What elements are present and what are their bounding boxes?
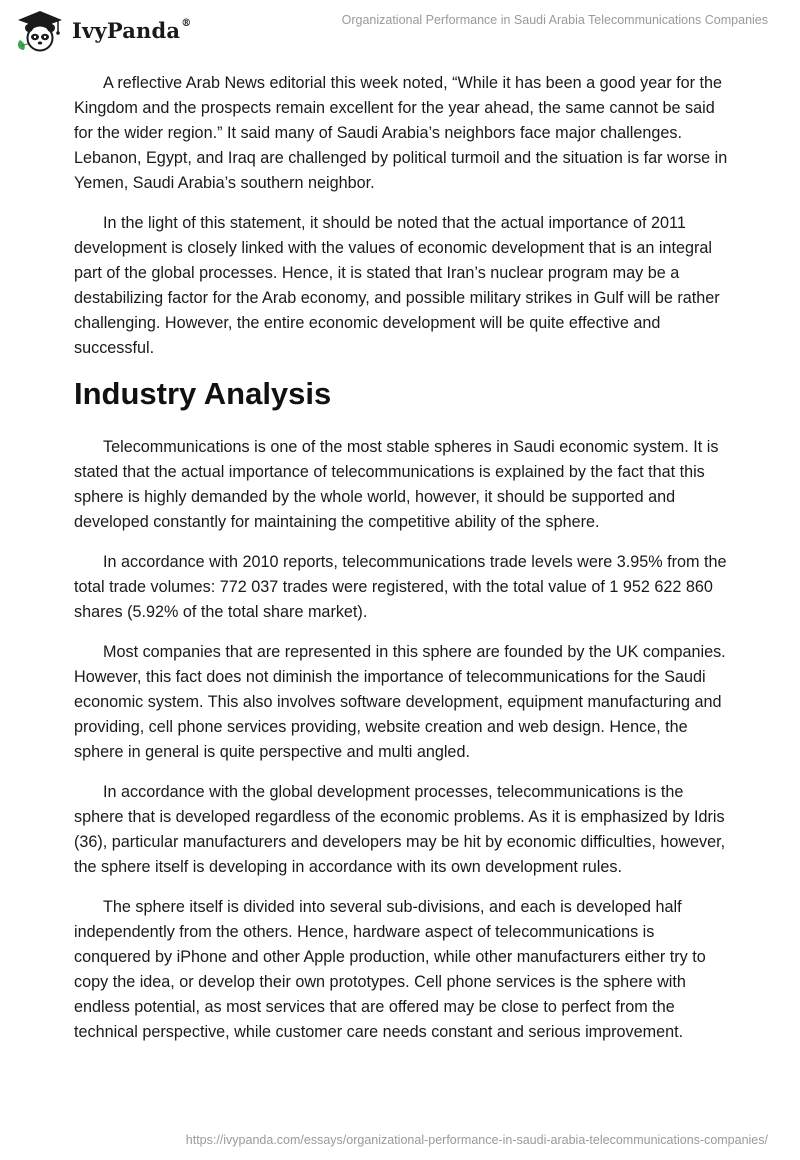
registered-mark: ® (181, 17, 192, 29)
paragraph: The sphere itself is divided into several sub-divisions, and each is developed half independently from the others. Hence, hardware aspect of telecommunications is conquered by iPhone and other Apple production, while other manufacturers either try to copy the idea, or develop their own prototypes. Cell phone services is the sphere with endless potential, as most services that are offered may be close to perfect from the technical perspective, while customer care needs constant and serious improvement. (74, 898, 706, 1041)
paragraph: Telecommunications is one of the most stable spheres in Saudi economic system. It is stated that the actual importance of telecommunications is explained by the fact that this sphere is highly demanded by the whole world, however, it should be supported and developed constantly for maintaining the competitive ability of the sphere. (74, 438, 719, 531)
paragraph: In accordance with 2010 reports, telecommunications trade levels were 3.95% from the total trade volumes: 772 037 trades were registered, with the total value of 1 952 622 860 shares (5.92% of the total share market). (74, 553, 727, 621)
source-url[interactable]: https://ivypanda.com/essays/organizational-performance-in-saudi-arabia-telecommunications-companies/ (185, 1133, 768, 1147)
paragraph: In the light of this statement, it should be noted that the actual importance of 2011 development is closely linked with the values of economic development that is an integral part of the global processes. Hence, it is stated that Iran’s nuclear program may be a destabilizing factor for the Arab economy, and possible military strikes in Gulf will be rather challenging. However, the entire economic development will be quite effective and successful. (74, 214, 720, 357)
paragraph: A reflective Arab News editorial this week noted, “While it has been a good year for the Kingdom and the prospects remain excellent for the year ahead, the same cannot be said for the wider region.” It said many of Saudi Arabia’s neighbors face major challenges. Lebanon, Egypt, and Iraq are challenged by political turmoil and the situation is far worse in Yemen, Saudi Arabia’s southern neighbor. (74, 74, 728, 192)
section-heading: Industry Analysis (74, 376, 332, 411)
paragraph: In accordance with the global development processes, telecommunications is the sphere that is developed regardless of the economic problems. As it is emphasized by Idris (36), particular manufacturers and developers may be hit by economic difficulties, however, the sphere itself is developing in accordance with its own development rules. (74, 783, 726, 876)
page-header (0, 0, 800, 60)
panda-graduate-icon (14, 8, 66, 52)
essay-body (74, 71, 734, 1060)
document-title: Organizational Performance in Saudi Arabia Telecommunications Companies (341, 13, 768, 27)
ivypanda-logo[interactable] (14, 8, 191, 52)
paragraph: Most companies that are represented in this sphere are founded by the UK companies. However, this fact does not diminish the importance of telecommunications for the Saudi economic system. This also involves software development, equipment manufacturing and providing, cell phone services providing, website creation and web design. Hence, the sphere in general is quite perspective and multi angled. (74, 643, 726, 761)
logo-wordmark: IvyPanda® (72, 17, 192, 43)
